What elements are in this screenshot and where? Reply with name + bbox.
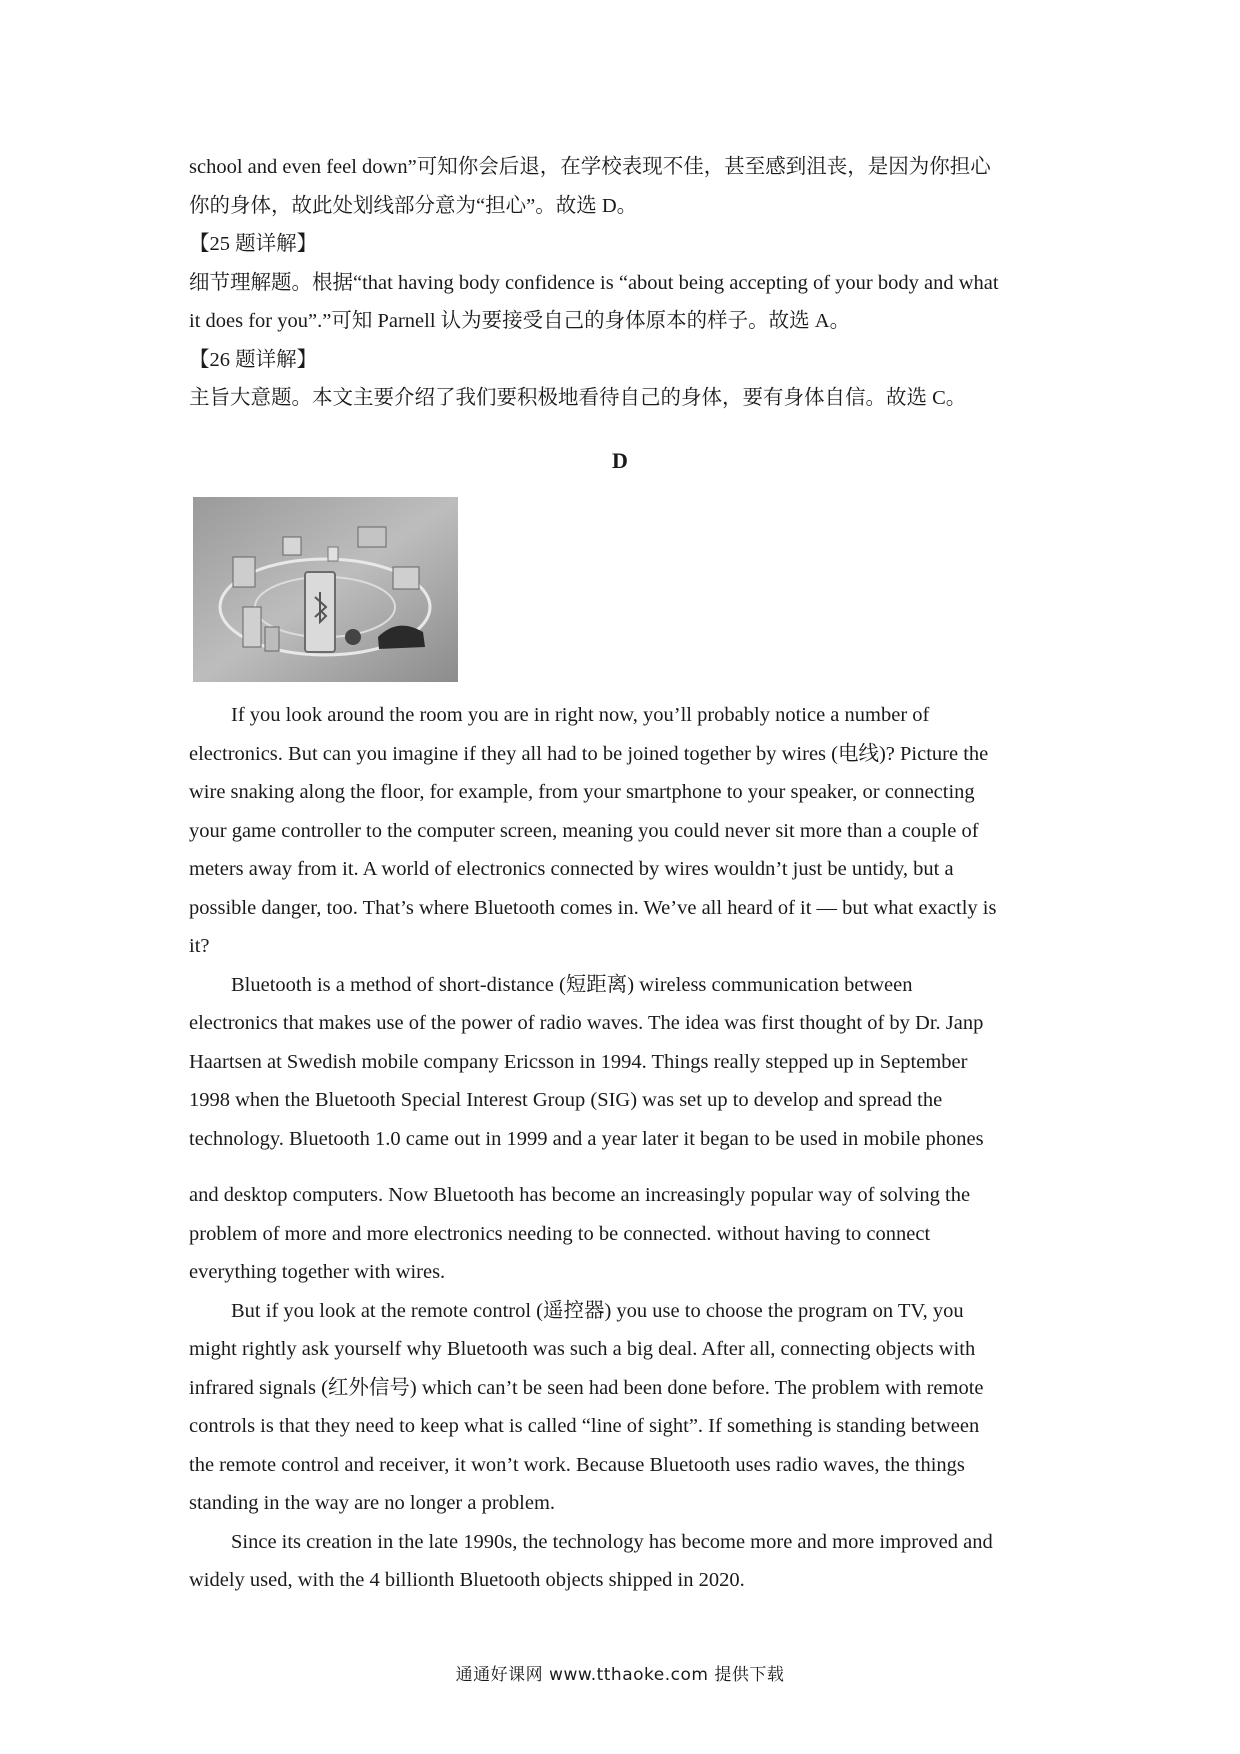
paragraph-line: But if you look at the remote control (遥控器) you use to choose the program on TV, you (231, 1299, 964, 1322)
paragraph-line: Bluetooth is a method of short-distance (短距离) wireless communication between (231, 973, 913, 996)
paragraph-line: If you look around the room you are in right now, you’ll probably notice a number of (231, 704, 930, 726)
explanation-line: it does for you”.”可知 Parnell 认为要接受自己的身体原本的样子。故选 A。 (189, 310, 851, 332)
paragraph-line: the remote control and receiver, it won’t work. Because Bluetooth uses radio waves, the things (189, 1453, 965, 1476)
reading-passage-part1 (189, 696, 1059, 1158)
paragraph-line: widely used, with the 4 billionth Bluetooth objects shipped in 2020. (189, 1569, 745, 1591)
paragraph-line: Haartsen at Swedish mobile company Ericsson in 1994. Things really stepped up in September (189, 1050, 968, 1073)
paragraph-line: technology. Bluetooth 1.0 came out in 1999 and a year later it began to be used in mobile phones (189, 1127, 984, 1150)
answer-explanations (189, 148, 1059, 418)
bluetooth-devices-illustration-icon (193, 497, 458, 682)
paragraph-line: infrared signals (红外信号) which can’t be seen had been done before. The problem with remote (189, 1376, 984, 1399)
question-25-heading: 【25 题详解】 (189, 233, 318, 255)
explanation-line: school and even feel down”可知你会后退，在学校表现不佳，甚至感到沮丧，是因为你担心 (189, 156, 991, 178)
paragraph-line: and desktop computers. Now Bluetooth has become an increasingly popular way of solving the (189, 1184, 971, 1206)
paragraph-line: might rightly ask yourself why Bluetooth was such a big deal. After all, connecting objects with (189, 1338, 976, 1360)
paragraph-line: 1998 when the Bluetooth Special Interest Group (SIG) was set up to develop and spread the (189, 1089, 943, 1111)
explanation-line: 主旨大意题。本文主要介绍了我们要积极地看待自己的身体，要有身体自信。故选 C。 (189, 387, 967, 409)
reading-passage-part2 (189, 1176, 1059, 1600)
paragraph-line: controls is that they need to keep what is called “line of sight”. If something is standing between (189, 1415, 980, 1437)
paragraph-line: wire snaking along the floor, for example, from your smartphone to your speaker, or connecting (189, 781, 975, 803)
explanation-line: 细节理解题。根据“that having body confidence is “about being accepting of your body and what (189, 271, 999, 294)
paragraph-line: it? (189, 935, 210, 957)
explanation-line: 你的身体，故此处划线部分意为“担心”。故选 D。 (189, 194, 638, 217)
page-footer: 通通好课网 www.tthaoke.com 提供下载 (455, 1665, 785, 1685)
paragraph-line: meters away from it. A world of electronics connected by wires wouldn’t just be untidy, but a (189, 858, 954, 880)
question-26-heading: 【26 题详解】 (189, 348, 318, 371)
section-heading-d: D (612, 448, 628, 473)
paragraph-line: your game controller to the computer screen, meaning you could never sit more than a couple of (189, 819, 979, 842)
paragraph-line: electronics. But can you imagine if they all had to be joined together by wires (电线)? Picture the (189, 742, 989, 765)
paragraph-line: Since its creation in the late 1990s, the technology has become more and more improved and (231, 1530, 993, 1553)
paragraph-line: possible danger, too. That’s where Bluetooth comes in. We’ve all heard of it — but what exactly is (189, 896, 997, 919)
paragraph-line: problem of more and more electronics needing to be connected. without having to connect (189, 1222, 931, 1245)
paragraph-line: standing in the way are no longer a problem. (189, 1492, 556, 1514)
paragraph-line: everything together with wires. (189, 1261, 446, 1283)
paragraph-line: electronics that makes use of the power of radio waves. The idea was first thought of by Dr. Janp (189, 1012, 984, 1034)
